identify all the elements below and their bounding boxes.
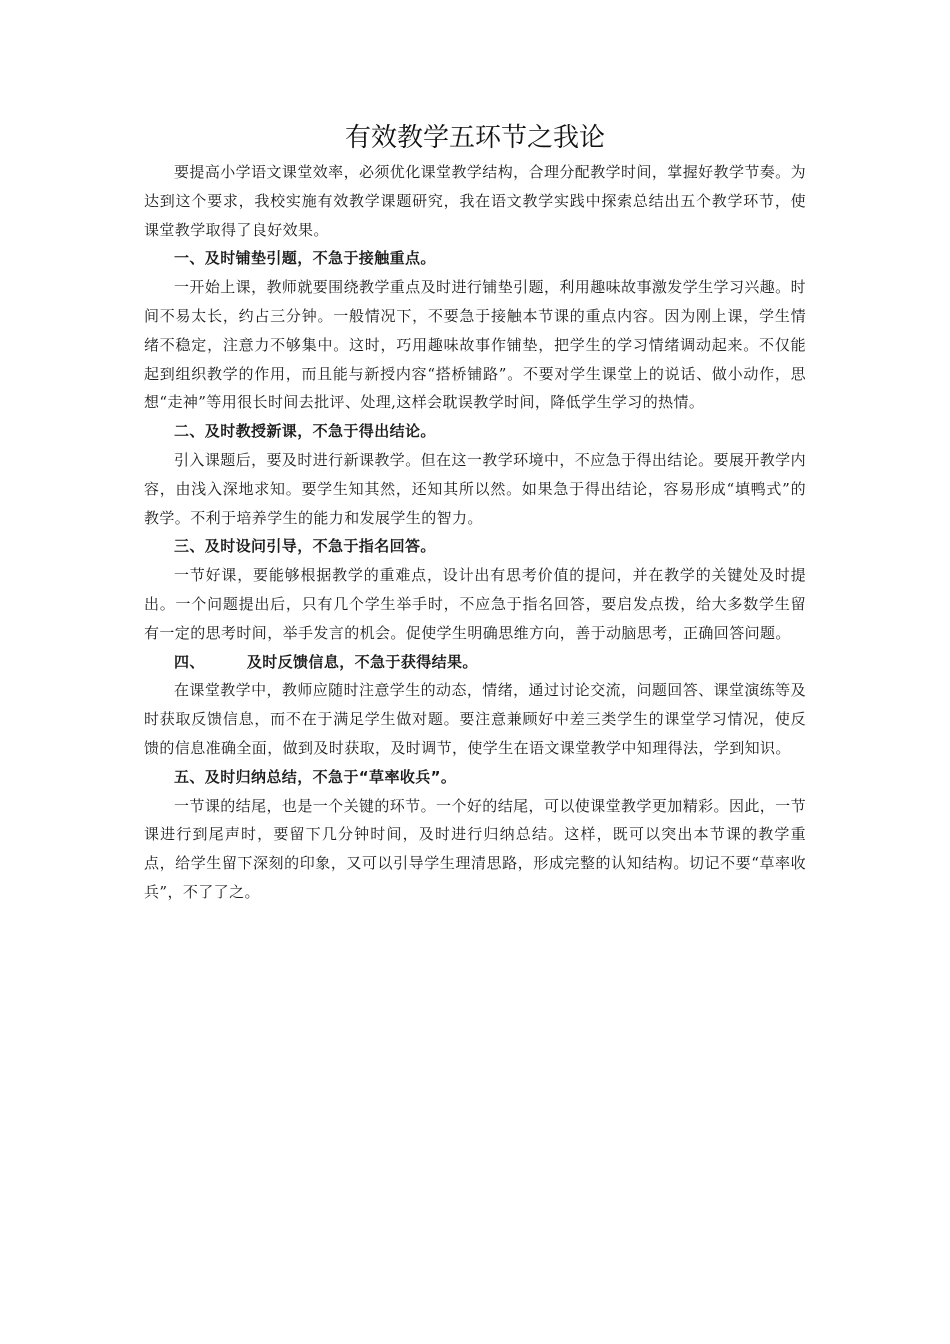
section-2-heading: 二、及时教授新课，不急于得出结论。 — [174, 422, 436, 441]
section-5-body: 一节课的结尾，也是一个关键的环节。一个好的结尾，可以使课堂教学更加精彩。因此，一节课进行到尾声时，要留下几分钟时间，及时进行归纳总结。这样，既可以突出本节课的教学重点，给学生留下深刻的印象，又可以引导学生理清思路，形成完整的认知结构。切记不要“草率收兵”，不了了之。 — [144, 796, 806, 901]
document-body — [144, 118, 806, 907]
document-title: 有效教学五环节之我论 — [344, 123, 605, 153]
section-1-body: 一开始上课，教师就要围绕教学重点及时进行铺垫引题，利用趣味故事激发学生学习兴趣。时间不易太长，约占三分钟。一般情况下，不要急于接触本节课的重点内容。因为刚上课，学生情绪不稳定，注意力不够集中。这时，巧用趣味故事作铺垫，把学生的学习情绪调动起来。不仅能起到组织教学的作用，而且能与新授内容“搭桥铺路”。不要对学生课堂上的说话、做小动作，思想“走神”等用很长时间去批评、处理,这样会耽误教学时间，降低学生学习的热情。 — [144, 278, 806, 412]
section-1-heading: 一、及时铺垫引题，不急于接触重点。 — [174, 249, 436, 268]
section-3-heading: 三、及时设问引导，不急于指名回答。 — [174, 537, 436, 556]
section-5-heading: 五、及时归纳总结，不急于“草率收兵”。 — [174, 767, 457, 786]
section-4-heading — [144, 648, 806, 677]
section-4-number: 四、 — [174, 652, 205, 671]
section-4-body: 在课堂教学中，教师应随时注意学生的动态，情绪，通过讨论交流，问题回答、课堂演练等及时获取反馈信息，而不在于满足学生做对题。要注意兼顾好中差三类学生的课堂学习情况，使反馈的信息准确全面，做到及时获取，及时调节，使学生在语文课堂教学中知理得法，学到知识。 — [144, 681, 806, 757]
section-4-heading-text: 及时反馈信息，不急于获得结果。 — [246, 652, 478, 671]
intro-paragraph: 要提高小学语文课堂效率，必须优化课堂教学结构，合理分配教学时间，掌握好教学节奏。为达到这个要求，我校实施有效教学课题研究，我在语文教学实践中探索总结出五个教学环节，使课堂教学取得了良好效果。 — [144, 163, 806, 239]
section-2-body: 引入课题后，要及时进行新课教学。但在这一教学环境中，不应急于得出结论。要展开教学内容，由浅入深地求知。要学生知其然，还知其所以然。如果急于得出结论，容易形成“填鸭式”的教学。不利于培养学生的能力和发展学生的智力。 — [144, 450, 806, 527]
section-3-body: 一节好课，要能够根据教学的重难点，设计出有思考价值的提问，并在教学的关键处及时提出。一个问题提出后，只有几个学生举手时，不应急于指名回答，要启发点拨，给大多数学生留有一定的思考时间，举手发言的机会。促使学生明确思维方向，善于动脑思考，正确回答问题。 — [144, 566, 806, 642]
